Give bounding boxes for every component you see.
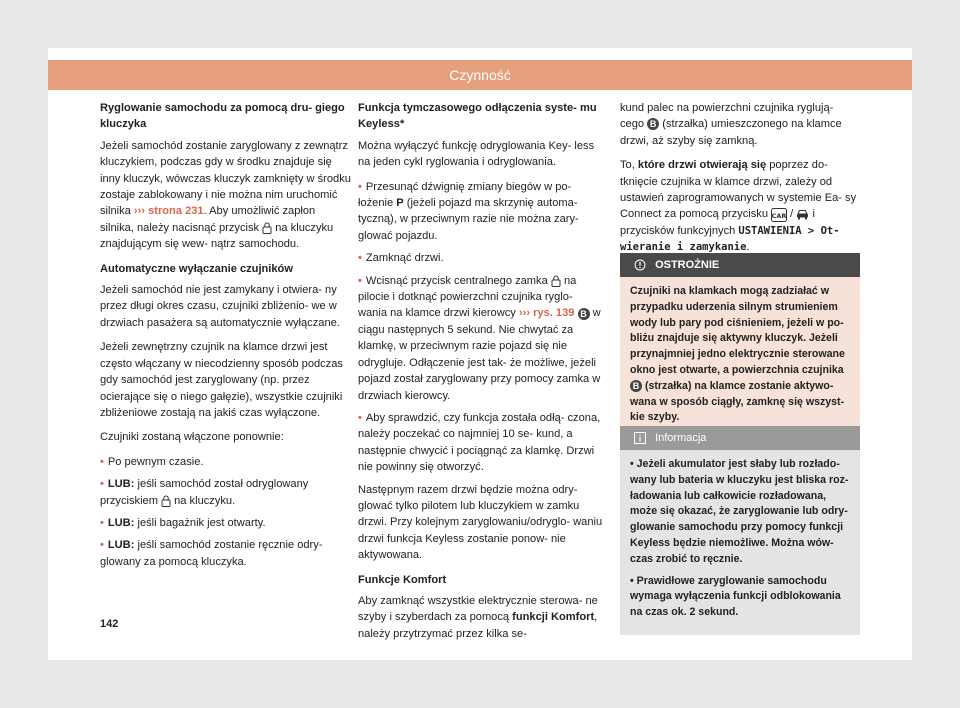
label-b-icon: B [578, 308, 590, 320]
list-item: • Jeżeli akumulator jest słaby lub rozłado- wany lub bateria w kluczyku jest bliska roz- ładowania lub całkowicie rozładowana, może się okazać, że zaryglowanie lub odry- glowanie samochodu przy pomocy funkcji Keyless będzie niemożliwe. Można wów- czas zrobić to ręcznie. [630, 458, 849, 565]
paragraph-keyless: Można wyłączyć funkcję odryglowania Key- less na jeden cykl ryglowania i odryglowania. [358, 139, 595, 169]
car-button-icon [771, 208, 787, 222]
info-box [620, 426, 860, 635]
info-header [620, 426, 860, 450]
paragraph-second-key: Jeżeli samochód zostanie zaryglowany z zewnątrz kluczykiem, podczas gdy w środku znajduje się inny kluczyk, wówczas kluczyk zamknięty w środku zostaje zablokowany i nie można nim uruchomić silnika ››› strona 231. Aby umożliwić zapłon silnika, należy nacisnąć przycisk na kluczyku znajdującym się wew- nątrz samochodu. [100, 139, 351, 251]
list-item: • Przesunąć dźwignię zmiany biegów w po- łożenie P (jeżeli pojazd ma skrzynię automa- tyczną), w przeciwnym razie nie można zary- glować pojazdu. [358, 180, 579, 242]
list-item: • LUB: jeśli samochód zostanie ręcznie odry- glowany za pomocą kluczyka. [100, 539, 323, 568]
heading-comfort: Funkcje Komfort [358, 573, 447, 586]
list-item: • Prawidłowe zaryglowanie samochodu wymaga wyłączenia funkcji odblokowania na czas ok. 2 sekund. [630, 574, 841, 619]
list-item: • LUB: jeśli bagażnik jest otwarty. [100, 516, 266, 529]
column-1 [100, 100, 352, 576]
figure-link[interactable]: ››› rys. 139 [518, 307, 575, 320]
info-title: Informacja [655, 432, 707, 444]
paragraph-doors: To, które drzwi otwierają się poprzez do- tknięcie czujnika w klamce drzwi, zależy od ustawień zaprogramowanych w systemie Ea- sy Connect za pomocą przycisku CAR / i przycisków funkcyjnych USTAWIENIA > Ot- wieranie i zamykanie. [620, 159, 857, 254]
list-item: • Aby sprawdzić, czy funkcja została odłą- czona, należy poczekać co najmniej 10 se- kund, a następnie chwycić i pociągnąć za klamkę. Drzwi nie powinny się otworzyć. [358, 411, 601, 474]
svg-text:CAR: CAR [771, 211, 787, 220]
heading-second-key: Ryglowanie samochodu za pomocą dru- giego kluczyka [100, 102, 345, 131]
column-3 [620, 100, 860, 264]
car-front-icon [796, 209, 809, 220]
info-body [620, 450, 860, 635]
paragraph-auto-off-1: Jeżeli samochód nie jest zamykany i otwiera- ny przez długi okres czasu, czujniki zbliżenio- we w drzwiach pasażera są automatycznie wyłączane. [100, 284, 340, 329]
warning-body: Czujniki na klamkach mogą zadziałać w przypadku uderzenia silnym strumieniem wody lub pary pod ciśnieniem, jeżeli w po- bliżu znajduje się aktywny kluczyk. Jeżeli przynajmniej jedno elektrycznie sterowane okno jest otwarte, a powierzchnia czujnika B (strzałka) na klamce zostanie aktywo- wana w sposób ciągły, zamknę się wszyst- kie szyby. [630, 285, 845, 424]
section-header [48, 60, 912, 90]
list-item: • LUB: jeśli samochód został odryglowany przyciskiem na kluczyku. [100, 478, 309, 507]
paragraph-continued: kund palec na powierzchni czujnika ryglują- cego B (strzałka) umieszczonego na klamce drzwi, aż szyby się zamkną. [620, 102, 842, 147]
paragraph-comfort: Aby zamknąć wszystkie elektrycznie sterowa- ne szyby i szyberdach za pomocą funkcji Komfort, należy przytrzymać przez kilka se- [358, 594, 598, 640]
list-item: • Zamknąć drzwi. [358, 252, 444, 265]
warning-header [620, 253, 860, 277]
paragraph-next-time: Następnym razem drzwi będzie można odry- glować tylko pilotem lub kluczykiem w zamku drzwi. Przy kolejnym zaryglowaniu/odryglo- waniu drzwi funkcja Keyless zostanie ponow- nie aktywowana. [358, 483, 603, 562]
page-number: 142 [100, 618, 119, 630]
heading-keyless: Funkcja tymczasowego odłączenia syste- mu Keyless* [358, 102, 597, 131]
lock-icon [161, 495, 171, 507]
list-item: • Po pewnym czasie. [100, 455, 204, 468]
warning-box [620, 253, 860, 434]
column-2 [358, 100, 604, 650]
page-link[interactable]: ››› strona 231 [133, 205, 204, 218]
lock-icon [551, 275, 561, 287]
lock-icon [262, 222, 272, 234]
warning-title: OSTROŻNIE [655, 259, 720, 271]
warning-icon [634, 259, 646, 271]
list-item: • Wcisnąć przycisk centralnego zamka na pilocie i dotknąć powierzchni czujnika ryglo- wania na klamce drzwi kierowcy ››› rys. 139 B w ciągu następnych 5 sekund. Nie chwytać za klamkę, w przeciwnym razie pojazd się nie odrygluje. Odłączenie jest tak- że możliwe, jeżeli pojazd został zaryglowany przy pomocy zamka w drzwiach kierowcy. [358, 274, 601, 402]
label-b-icon: B [647, 118, 659, 130]
paragraph-auto-off-2: Jeżeli zewnętrzny czujnik na klamce drzwi jest często włączany w niecodzienny sposób podczas gdy samochód jest zaryglowany (np. przez ocierające się o niego gałęzie), wszystkie czujniki zbliżeniowe zostają na jakiś czas wyłączone. [100, 341, 343, 419]
paragraph-reenable: Czujniki zostaną włączone ponownie: [100, 431, 284, 444]
heading-auto-off: Automatyczne wyłączanie czujników [100, 262, 293, 275]
header-title: Czynność [449, 67, 511, 83]
label-b-icon: B [630, 380, 642, 392]
info-icon [634, 432, 646, 444]
